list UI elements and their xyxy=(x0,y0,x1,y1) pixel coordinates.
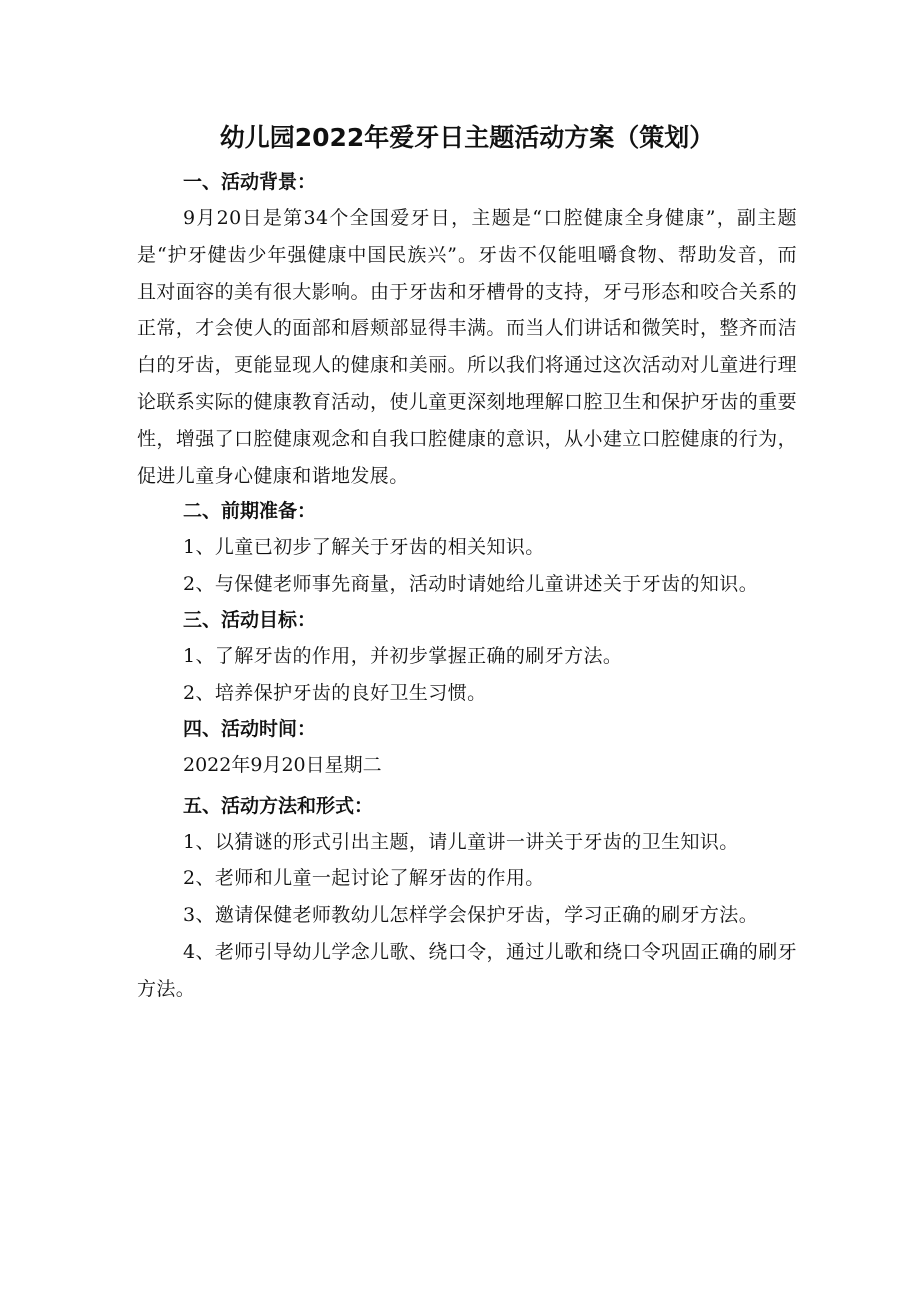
list-item: 1、了解牙齿的作用，并初步掌握正确的刷牙方法。 xyxy=(183,644,623,667)
section-heading: 二、前期准备： xyxy=(183,500,317,523)
section-background xyxy=(137,165,797,494)
list-item: 2、培养保护牙齿的良好卫生习惯。 xyxy=(183,681,487,704)
section-preparation xyxy=(137,494,797,603)
document-title: 幼儿园2022年爱牙日主题活动方案（策划） xyxy=(219,123,715,152)
section-heading: 四、活动时间： xyxy=(183,717,317,740)
section-heading: 五、活动方法和形式： xyxy=(183,794,374,817)
list-item: 1、儿童已初步了解关于牙齿的相关知识。 xyxy=(183,536,545,559)
list-item: 4、老师引导幼儿学念儿歌、绕口令，通过儿歌和绕口令巩固正确的刷牙方法。 xyxy=(137,940,797,1000)
section-time xyxy=(137,712,797,783)
document-page xyxy=(137,120,797,1008)
section-heading: 一、活动背景： xyxy=(183,171,317,193)
section-methods xyxy=(137,789,797,1008)
list-item: 1、以猜谜的形式引出主题，请儿童讲一讲关于牙齿的卫生知识。 xyxy=(183,830,739,853)
background-paragraph: 9月20日是第34个全国爱牙日，主题是“口腔健康全身健康”，副主题是“护牙健齿少年强健康中国民族兴”。牙齿不仅能咀嚼食物、帮助发音，而且对面容的美有很大影响。由于牙齿和牙槽骨的支持，牙弓形态和咬合关系的正常，才会使人的面部和唇颊部显得丰满。而当人们讲话和微笑时，整齐而洁白的牙齿，更能显现人的健康和美丽。所以我们将通过这次活动对儿童进行理论联系实际的健康教育活动，使儿童更深刻地理解口腔卫生和保护牙齿的重要性，增强了口腔健康观念和自我口腔健康的意识，从小建立口腔健康的行为，促进儿童身心健康和谐地发展。 xyxy=(137,207,797,487)
list-item: 3、邀请保健老师教幼儿怎样学会保护牙齿，学习正确的刷牙方法。 xyxy=(183,904,759,927)
list-item: 2、老师和儿童一起讨论了解牙齿的作用。 xyxy=(183,867,545,890)
activity-date: 2022年9月20日星期二 xyxy=(183,753,382,776)
list-item: 2、与保健老师事先商量，活动时请她给儿童讲述关于牙齿的知识。 xyxy=(183,573,759,596)
section-goals xyxy=(137,603,797,712)
section-heading: 三、活动目标： xyxy=(183,608,317,631)
